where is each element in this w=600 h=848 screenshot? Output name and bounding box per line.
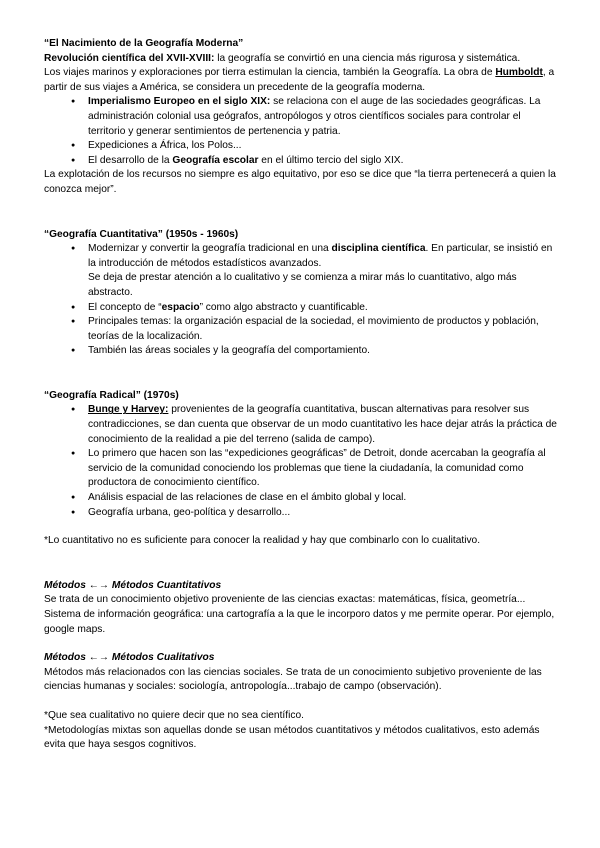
revolucion-cientifica-paragraph: Revolución científica del XVII-XVIII: la geografía se convirtió en una ciencia más rigurosa y sistemática. — [44, 52, 521, 64]
moderna-bullet-list — [44, 95, 560, 168]
list-item: ● Modernizar y convertir la geografía tradicional en una disciplina científica. En particular, se insistió en la introducción de métodos estadísticos avanzados. Se deja de prestar atención a lo cualitativo y se comienza a mirar más lo cuantitativo, algo más abstracto. — [88, 242, 560, 300]
section-title-cuantitativa: “Geografía Cuantitativa” (1950s - 1960s) — [44, 228, 239, 240]
humboldt-paragraph: Los viajes marinos y exploraciones por tierra estimulan la ciencia, también la Geografía. La obra de Humboldt, a partir de sus viajes a América, se considera un precedente de la geografía moderna. — [44, 67, 555, 93]
list-item: ● El desarrollo de la Geografía escolar en el último tercio del siglo XIX. — [88, 154, 560, 169]
document-page — [44, 37, 560, 753]
section-title-metodos-cuantitativos: Métodos ←→ Métodos Cuantitativos — [44, 579, 222, 591]
list-item: ● El concepto de “espacio” como algo abstracto y cuantificable. — [88, 301, 560, 316]
cualitativos-paragraph: Métodos más relacionados con las ciencias sociales. Se trata de un conocimiento subjetivo proveniente de las ciencias humanas y sociales: sociología, antropología...trabajo de campo (observación). — [44, 666, 542, 693]
list-item: ● Expediciones a África, los Polos... — [88, 139, 560, 154]
section-title-metodos-cualitativos: Métodos ←→ Métodos Cualitativos — [44, 652, 215, 664]
section-title-radical: “Geografía Radical” (1970s) — [44, 389, 179, 401]
explotacion-paragraph: La explotación de los recursos no siempre es algo equitativo, por eso se dice que “la tierra pertenecerá a quien la conozca mejor”. — [44, 169, 556, 195]
cuantitativa-bullet-list — [44, 242, 560, 359]
humboldt-term: Humboldt — [495, 67, 543, 79]
list-item: ● Lo primero que hacen son las “expediciones geográficas” de Detroit, donde acercaban la geografía al servicio de la comunidad conociendo los problemas que tiene la ciudadanía, la comunidad como productora de conocimiento científico. — [88, 447, 560, 491]
list-item: ● Bunge y Harvey: provenientes de la geografía cuantitativa, buscan alternativas para resolver sus contradicciones, se dan cuenta que observar de un modo cuantitativo les hace dejar atrás la práctica de conocimiento de la realidad a pie del terreno (salida de campo). — [88, 403, 560, 447]
list-item: ● También las áreas sociales y la geografía del comportamiento. — [88, 344, 560, 359]
note-metodologias-mixtas: *Metodologías mixtas son aquellas donde se usan métodos cuantitativos y métodos cualitativos, esto además evita que haya sesgos cognitivos. — [44, 724, 540, 751]
list-item: ● Análisis espacial de las relaciones de clase en el ámbito global y local. — [88, 491, 560, 506]
list-item-continuation: Se deja de prestar atención a lo cualitativo y se comienza a mirar más lo cuantitativo, algo más abstracto. — [88, 272, 517, 298]
list-item: ● Principales temas: la organización espacial de la sociedad, el movimiento de productos y población, teorías de la localización. — [88, 315, 560, 344]
radical-bullet-list — [44, 403, 560, 520]
note-cuantitativo: *Lo cuantitativo no es suficiente para conocer la realidad y hay que combinarlo con lo cualitativo. — [44, 535, 481, 547]
list-item: ● Imperialismo Europeo en el siglo XIX: se relaciona con el auge de las sociedades geográficas. La administración colonial usa geógrafos, antropólogos y otros científicos sociales para controlar el territorio y generar sentimientos de pertenencia y patria. — [88, 95, 560, 139]
cuantitativos-paragraph-1: Se trata de un conocimiento objetivo proveniente de las ciencias exactas: matemáticas, física, geometría... — [44, 594, 526, 606]
section-title-geografia-moderna: “El Nacimiento de la Geografía Moderna” — [44, 38, 244, 49]
revolucion-cientifica-label: Revolución científica del XVII-XVIII: — [44, 52, 215, 64]
note-cientifico: *Que sea cualitativo no quiere decir que no sea científico. — [44, 709, 304, 721]
cuantitativos-paragraph-2: Sistema de información geográfica: una cartografía a la que le incorporo datos y me permite operar. Por ejemplo, google maps. — [44, 609, 555, 635]
list-item: ● Geografía urbana, geo-política y desarrollo... — [88, 506, 560, 521]
